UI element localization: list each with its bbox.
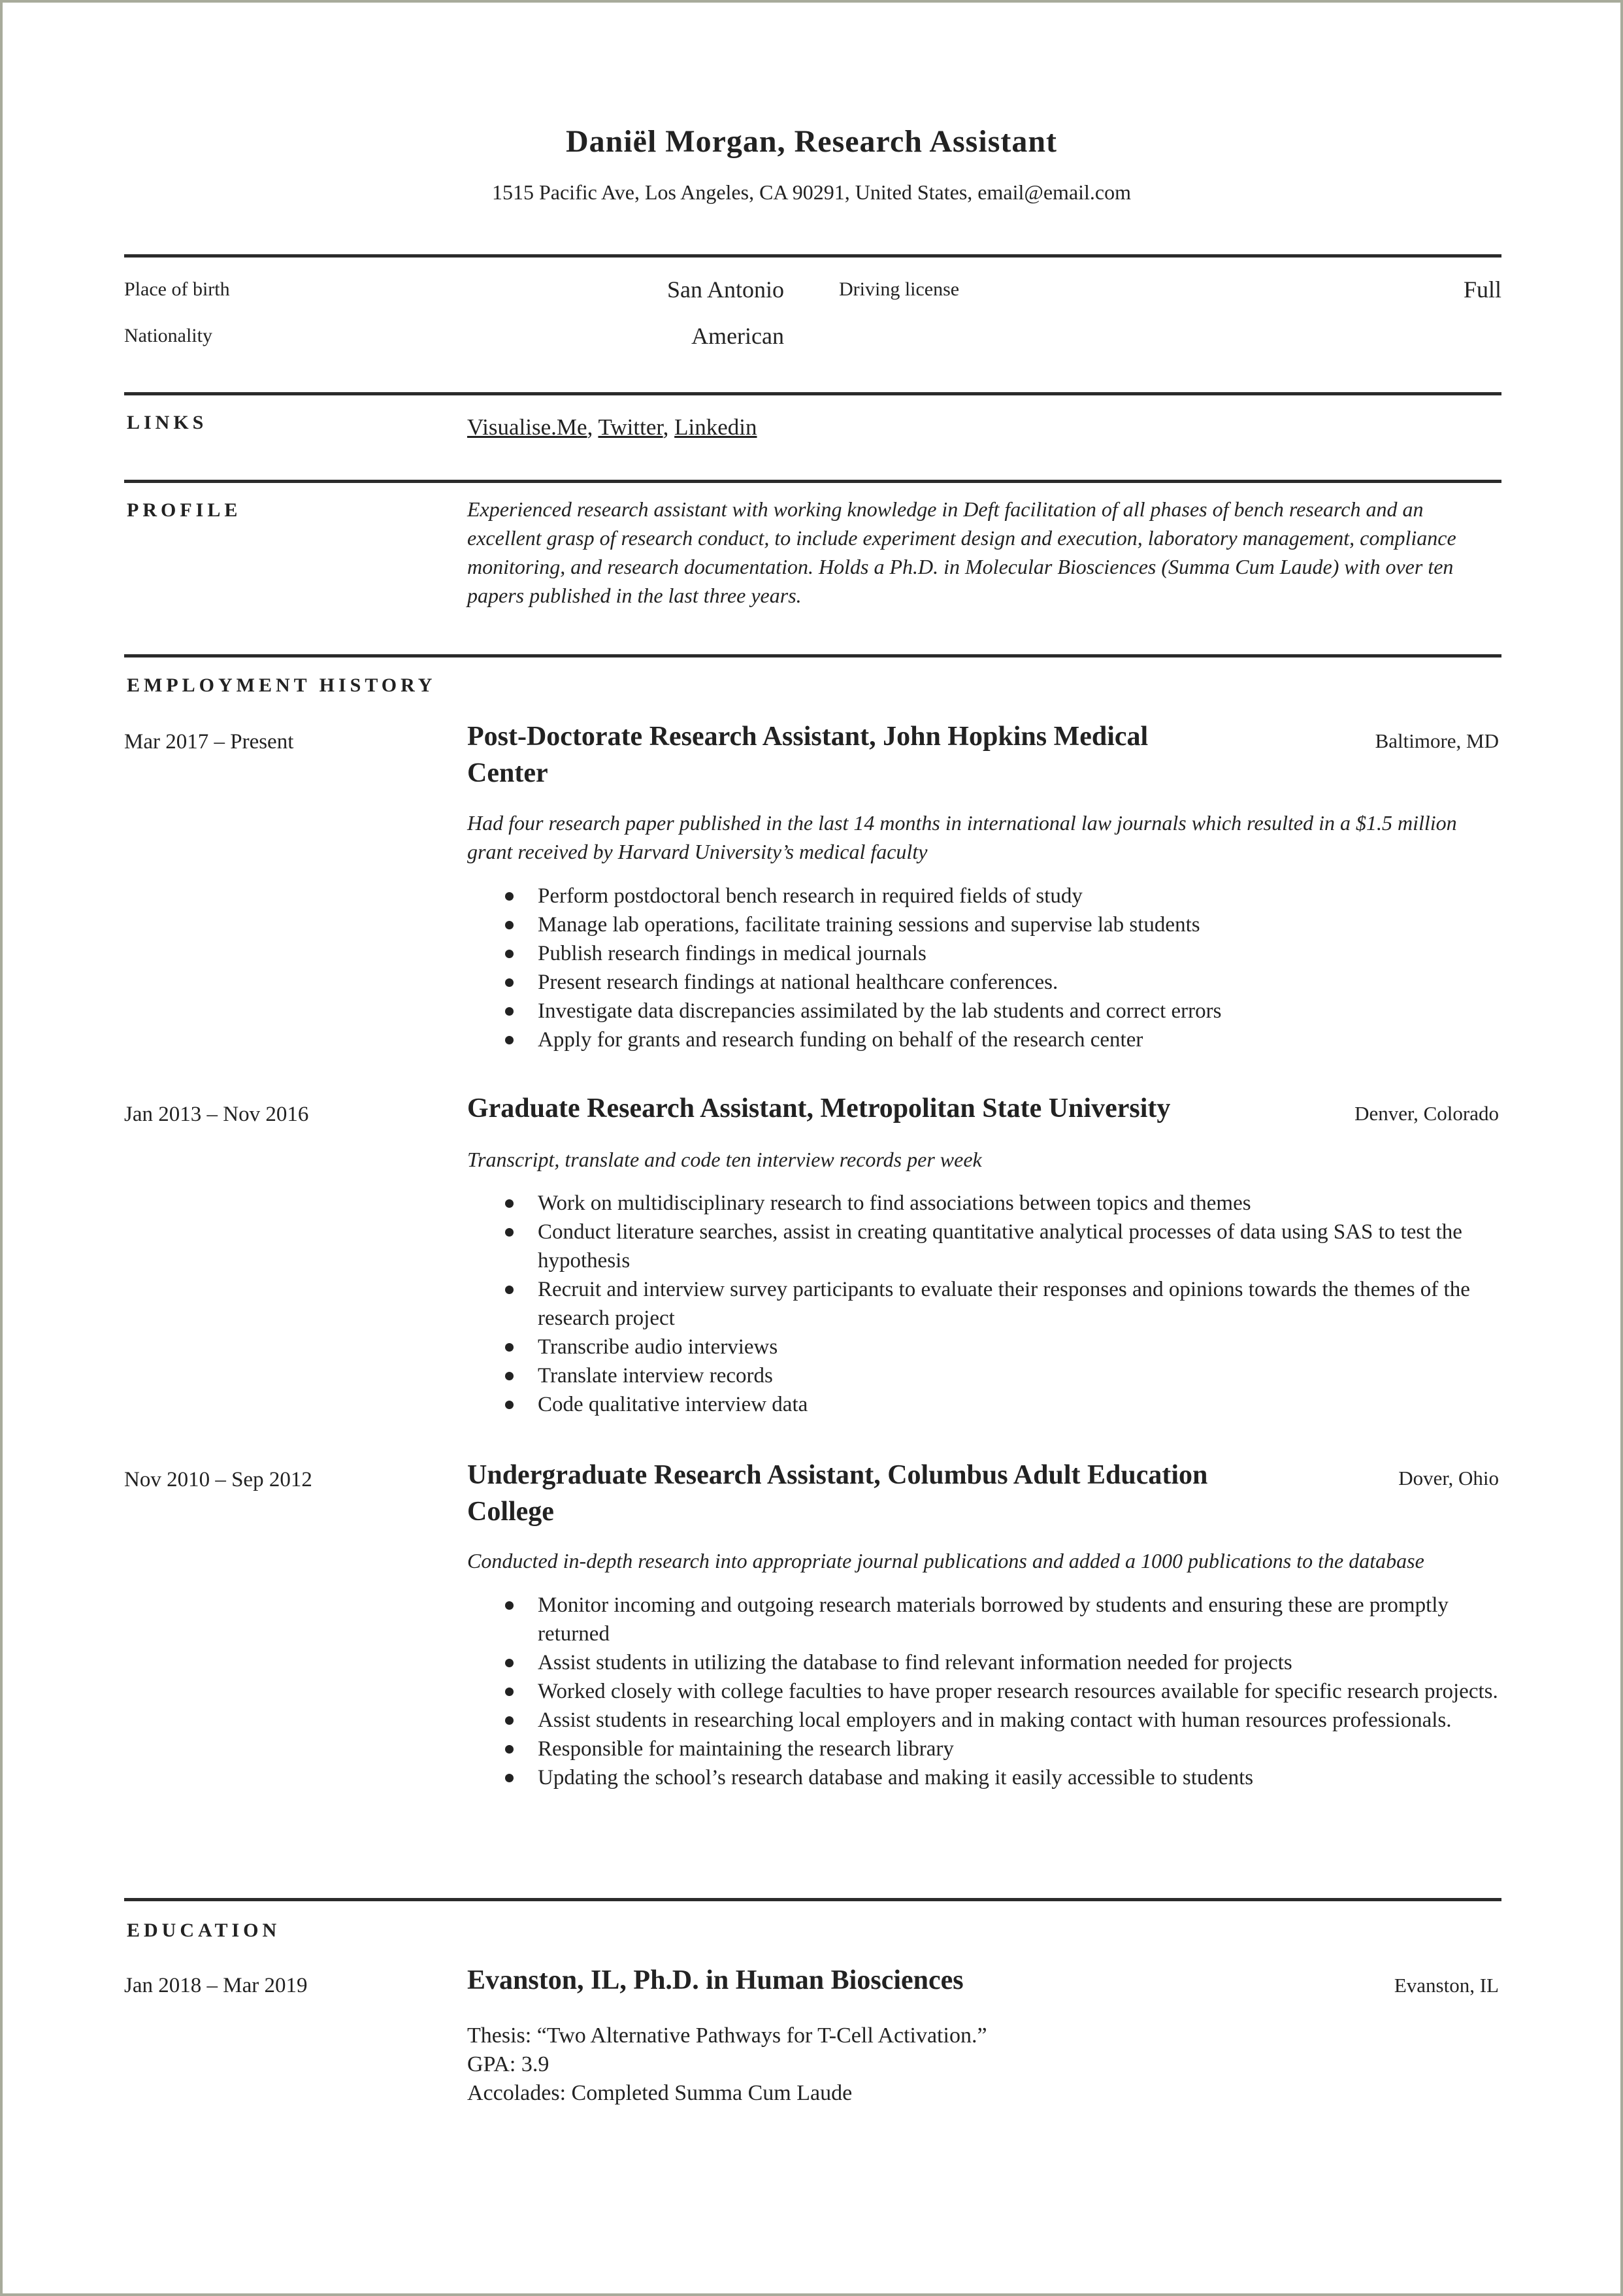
job-bullet: Updating the school’s research database and making it easily accessible to students — [467, 1763, 1503, 1792]
job-bullet: Conduct literature searches, assist in creating quantitative analytical processes of data using SAS to test the hypothesis — [467, 1218, 1503, 1275]
driving-license-value: Full — [1463, 276, 1501, 303]
job-location: Dover, Ohio — [1398, 1467, 1499, 1489]
job-title: Post-Doctorate Research Assistant, John Hopkins Medical Center — [467, 722, 1149, 788]
job-bullet: Present research findings at national healthcare conferences. — [467, 968, 1503, 997]
job-dates: Nov 2010 – Sep 2012 — [124, 1468, 312, 1491]
divider — [124, 392, 1501, 395]
place-of-birth-value: San Antonio — [666, 276, 784, 303]
divider — [124, 1898, 1501, 1901]
job-bullet: Recruit and interview survey participants to evaluate their responses and opinions towards the themes of the research project — [467, 1275, 1503, 1333]
job-dates: Jan 2013 – Nov 2016 — [124, 1103, 309, 1126]
divider — [124, 654, 1501, 657]
education-thesis: Thesis: “Two Alternative Pathways for T-Cell Activation.” — [467, 2023, 987, 2048]
job-bullet-list — [467, 882, 1503, 1054]
job-bullet: Perform postdoctoral bench research in required fields of study — [467, 882, 1503, 910]
job-bullet-list — [467, 1189, 1503, 1419]
job-dates: Mar 2017 – Present — [124, 730, 294, 754]
links-section-title: LINKS — [127, 412, 208, 433]
job-bullet: Worked closely with college faculties to have proper research resources available for specific research projects. — [467, 1677, 1503, 1706]
job-bullet: Monitor incoming and outgoing research materials borrowed by students and ensuring these are promptly returned — [467, 1591, 1503, 1648]
job-bullet: Manage lab operations, facilitate training sessions and supervise lab students — [467, 910, 1503, 939]
divider — [124, 480, 1501, 483]
job-bullet: Apply for grants and research funding on behalf of the research center — [467, 1025, 1503, 1054]
nationality-label: Nationality — [124, 325, 212, 346]
profile-text: Experienced research assistant with working knowledge in Deft facilitation of all phases of bench research and an excellent grasp of research conduct, to include experiment design and execution, laboratory management, compliance monitoring, and research documentation. Holds a Ph.D. in Molecular Biosciences (Summa Cum Laude) with over ten papers published in the last three years. — [467, 497, 1456, 607]
nationality-value: American — [691, 323, 784, 349]
education-section-title: EDUCATION — [127, 1920, 281, 1941]
education-location: Evanston, IL — [1394, 1974, 1499, 1997]
resume-page — [3, 3, 1620, 2293]
job-bullet: Translate interview records — [467, 1361, 1503, 1390]
job-location: Denver, Colorado — [1354, 1102, 1499, 1125]
job-bullet: Transcribe audio interviews — [467, 1333, 1503, 1361]
link-linkedin[interactable]: Linkedin — [674, 414, 757, 440]
employment-section-title: EMPLOYMENT HISTORY — [127, 674, 436, 696]
job-description: Conducted in-depth research into appropriate journal publications and added a 1000 publications to the database — [467, 1549, 1424, 1572]
job-bullet: Assist students in researching local employers and in making contact with human resources professionals. — [467, 1706, 1503, 1735]
link-visualise-me[interactable]: Visualise.Me — [467, 414, 587, 440]
job-title: Undergraduate Research Assistant, Columbus Adult Education College — [467, 1460, 1208, 1527]
driving-license-label: Driving license — [839, 278, 960, 300]
education-dates: Jan 2018 – Mar 2019 — [124, 1974, 308, 1997]
job-description: Transcript, translate and code ten interview records per week — [467, 1148, 982, 1171]
link-separator: , — [587, 414, 598, 440]
link-separator: , — [663, 414, 675, 440]
education-details — [467, 2021, 987, 2108]
job-bullet: Publish research findings in medical journals — [467, 939, 1503, 968]
education-gpa: GPA: 3.9 — [467, 2052, 549, 2076]
job-location: Baltimore, MD — [1375, 729, 1499, 752]
resume-name: Daniël Morgan, Research Assistant — [565, 124, 1058, 159]
link-twitter[interactable]: Twitter — [598, 414, 663, 440]
job-bullet: Code qualitative interview data — [467, 1390, 1503, 1419]
job-bullet: Responsible for maintaining the research library — [467, 1735, 1503, 1763]
job-title: Graduate Research Assistant, Metropolitan State University — [467, 1093, 1171, 1123]
education-degree: Evanston, IL, Ph.D. in Human Biosciences — [467, 1965, 964, 1995]
job-bullet-list — [467, 1591, 1503, 1792]
education-accolades: Accolades: Completed Summa Cum Laude — [467, 2081, 853, 2105]
divider — [124, 254, 1501, 258]
profile-section-title: PROFILE — [127, 499, 242, 521]
links-list — [467, 414, 757, 441]
job-bullet: Assist students in utilizing the database to find relevant information needed for projects — [467, 1648, 1503, 1677]
job-description: Had four research paper published in the last 14 months in international law journals which resulted in a $1.5 million grant received by Harvard University’s medical faculty — [467, 811, 1457, 863]
place-of-birth-label: Place of birth — [124, 278, 230, 300]
contact-line: 1515 Pacific Ave, Los Angeles, CA 90291, United States, email@email.com — [491, 180, 1132, 204]
job-bullet: Work on multidisciplinary research to find associations between topics and themes — [467, 1189, 1503, 1218]
job-bullet: Investigate data discrepancies assimilated by the lab students and correct errors — [467, 997, 1503, 1025]
